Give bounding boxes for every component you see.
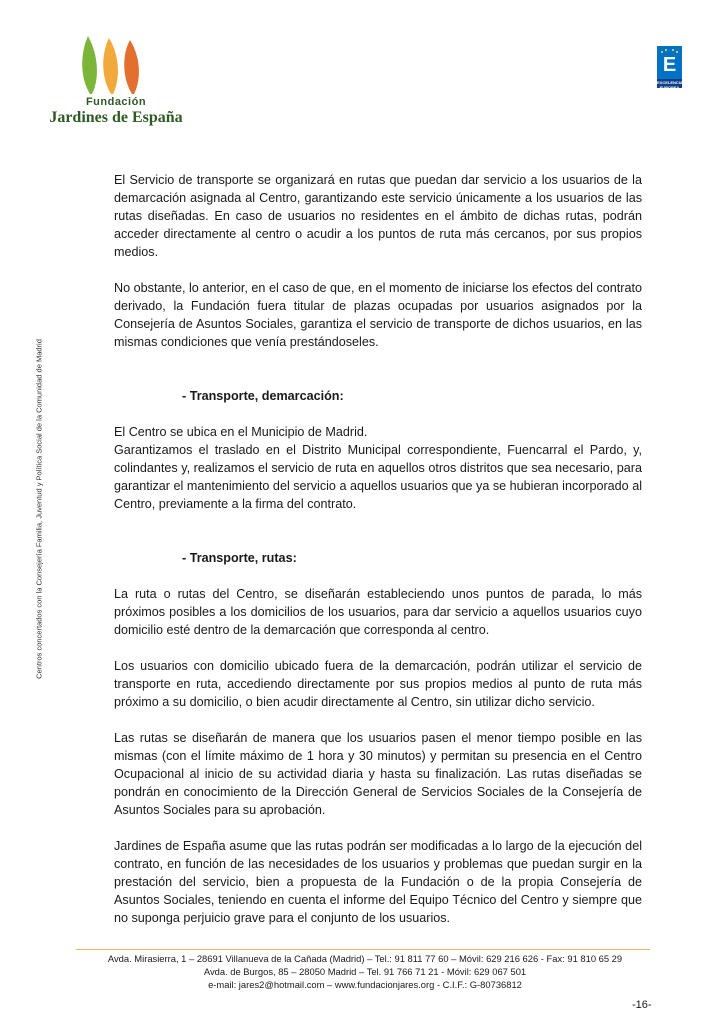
paragraph: No obstante, lo anterior, en el caso de que, en el momento de iniciarse los efectos del contrato derivado, la Fundación fuera titular de plazas ocupadas por usuarios asignados por la Consejería de Asuntos Sociales, garantiza el servicio de transporte de dichos usuarios, en las mismas condiciones que venía prestándoseles.	[114, 281, 642, 349]
leaf-flames-icon	[46, 34, 186, 96]
paragraph: Jardines de España asume que las rutas podrán ser modificadas a lo largo de la ejecución del contrato, en función de las necesidades de los usuarios y problemas que puedan surgir en la prestación del servicio, bien a propuesta de la Fundación o de la propia Consejería de Asuntos Sociales, teniendo en cuenta el informe del Equipo Técnico del Centro y siempre que no suponga perjuicio grave para el conjunto de los usuarios.	[114, 839, 642, 925]
section-heading: - Transporte, demarcación:	[182, 389, 344, 403]
paragraph: La ruta o rutas del Centro, se diseñarán estableciendo unos puntos de parada, lo más próximos posibles a los domicilios de los usuarios, para dar servicio a aquellos usuarios cuyo domicilio esté dentro de la demarcación que corresponda al centro.	[114, 587, 642, 637]
page-number: -16-	[632, 999, 652, 1011]
logo-line-2: Jardines de España	[49, 109, 183, 126]
footer-address-1: Avda. Mirasierra, 1 – 28691 Villanueva de la Cañada (Madrid) – Tel.: 91 811 77 60 – Móvil: 629 216 626 - Fax: 91 810 65 29	[107, 953, 623, 964]
paragraph: Garantizamos el traslado en el Distrito Municipal correspondiente, Fuencarral el Pardo, y, colindantes y, realizamos el servicio de ruta en aquellos otros distritos que sea necesario, para garantizar el mantenimiento del servicio a aquellos usuarios que ya se hubieran incorporado al Centro, previamente a la firma del contrato.	[114, 443, 642, 511]
paragraph: El Servicio de transporte se organizará en rutas que puedan dar servicio a los usuarios de la demarcación asignada al Centro, garantizando este servicio únicamente a los usuarios de las rutas diseñadas. En caso de usuarios no residentes en el ámbito de dichas rutas, podrán acceder directamente al centro o acudir a los puntos de ruta más cercanos, por sus propios medios.	[114, 173, 642, 259]
paragraph: Las rutas se diseñarán de manera que los usuarios pasen el menor tiempo posible en las mismas (con el límite máximo de 1 hora y 30 minutos) y permitan su presencia en el Centro Ocupacional al inicio de su actividad diaria y hasta su finalización. Las rutas diseñadas se pondrán en conocimiento de la Dirección General de Servicios Sociales de la Consejería de Asuntos Sociales para su aprobación.	[114, 731, 642, 817]
section-heading: - Transporte, rutas:	[182, 551, 297, 565]
paragraph: Los usuarios con domicilio ubicado fuera de la demarcación, podrán utilizar el servicio de transporte en ruta, accediendo directamente por sus propios medios al punto de ruta más próximo a su domicilio, o bien acudir directamente al Centro, sin utilizar dicho servicio.	[114, 659, 642, 709]
footer-contact: e-mail: jares2@hotmail.com – www.fundacionjares.org - C.I.F.: G-80736812	[208, 979, 522, 990]
foundation-logo	[46, 34, 186, 138]
sidebar-vertical-text: Centros concertados con la Consejería Familia, Juventud y Política Social de la Comunidad de Madrid	[34, 339, 44, 679]
footer	[60, 952, 670, 991]
svg-text:E: E	[662, 54, 677, 76]
excellence-badge	[657, 46, 682, 88]
logo-line-1: Fundación	[85, 96, 147, 108]
footer-address-2: Avda. de Burgos, 85 – 28050 Madrid – Tel. 91 766 71 21 - Móvil: 629 067 501	[203, 966, 527, 977]
paragraph: El Centro se ubica en el Municipio de Madrid.	[114, 425, 368, 439]
document-body	[114, 171, 642, 927]
badge-label: EXCELENCIA EUROPEA	[657, 80, 683, 90]
footer-rule	[76, 949, 650, 950]
